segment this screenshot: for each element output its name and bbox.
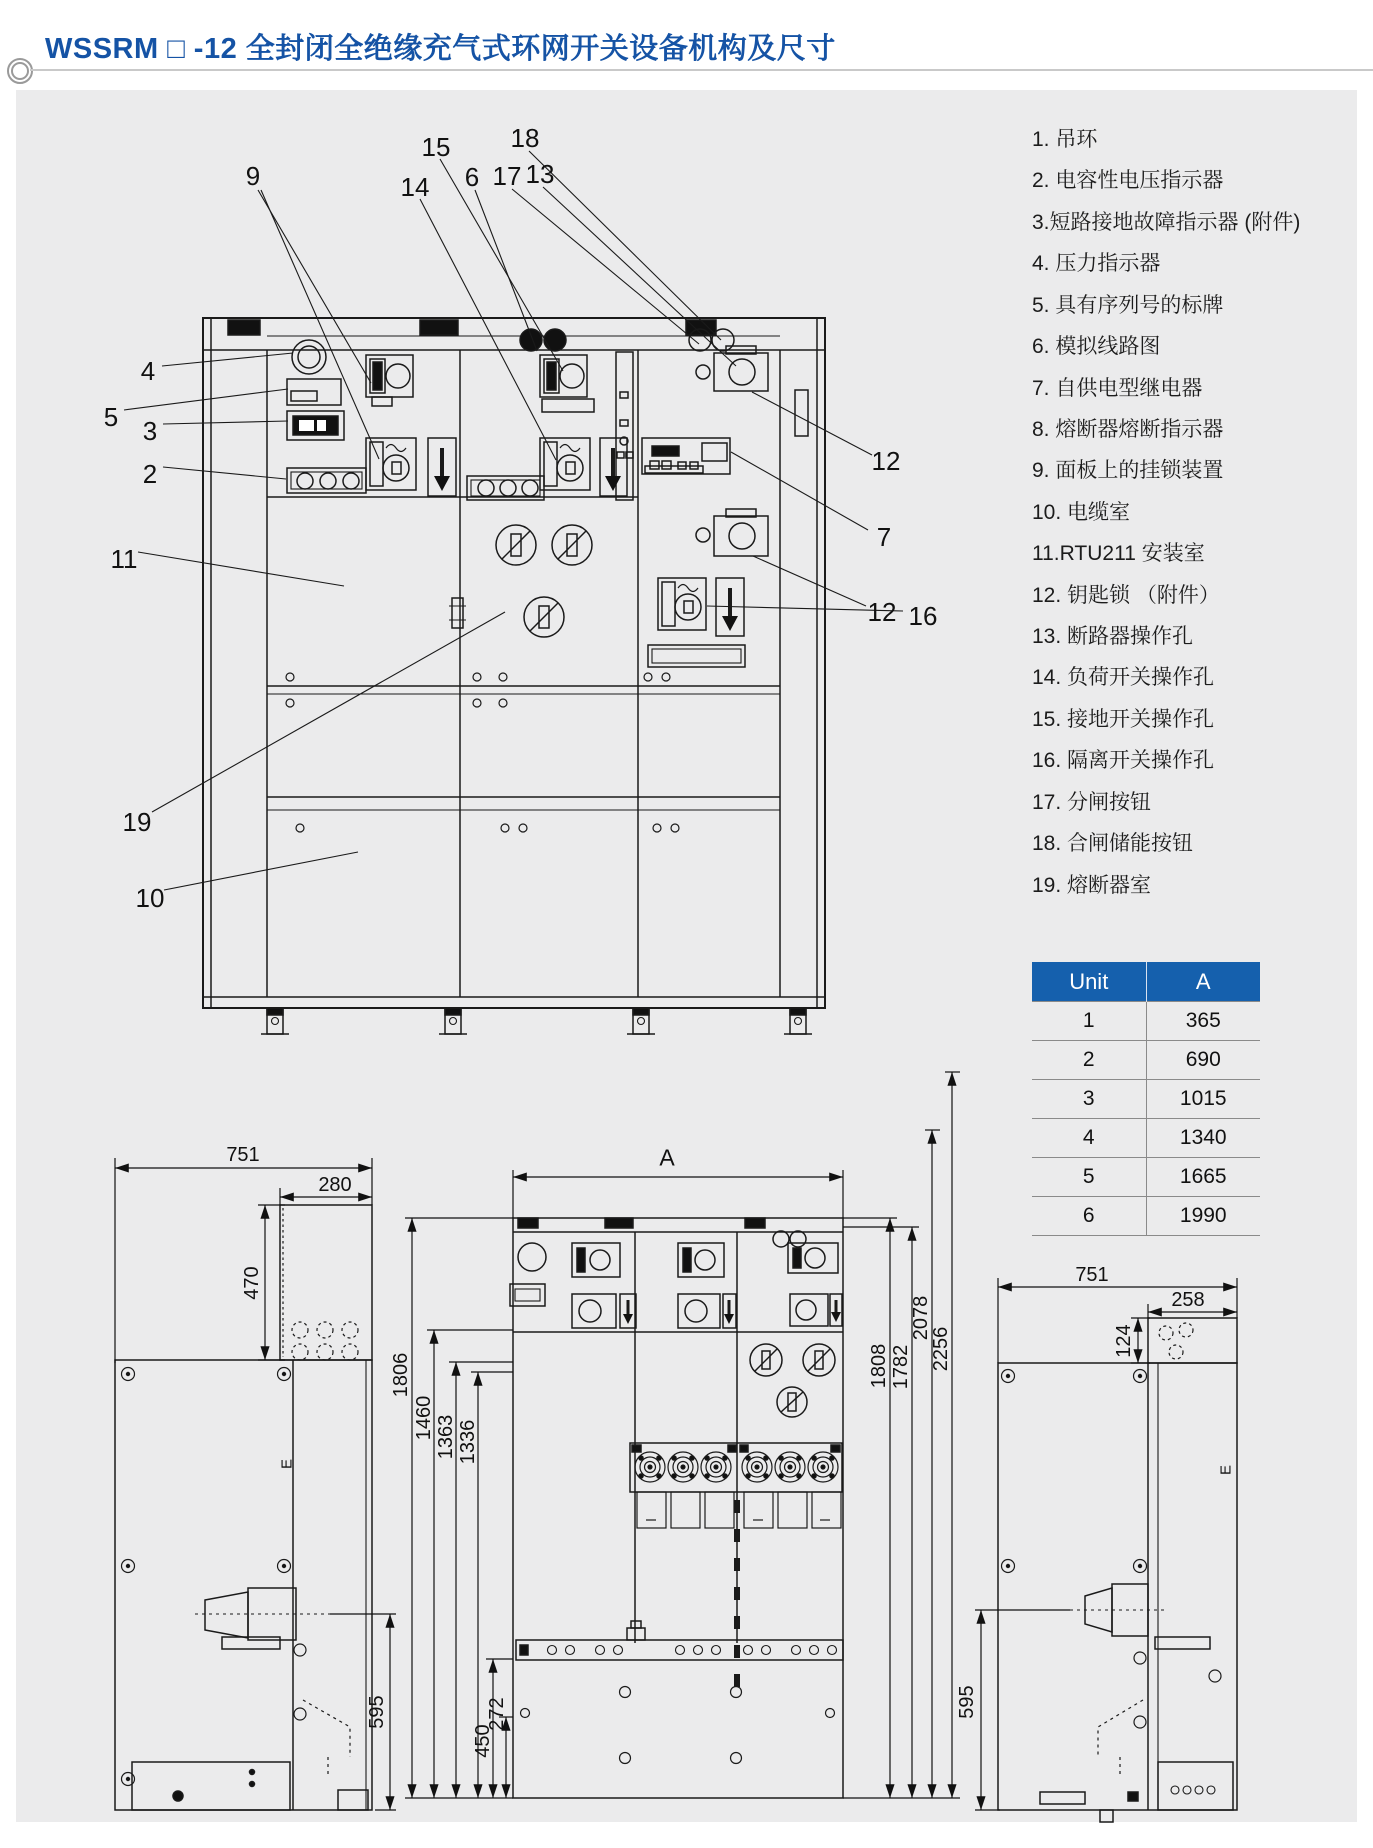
dim-left-595: 595: [366, 1695, 388, 1729]
table-row: [1032, 1158, 1260, 1197]
legend-item-16: 16. 隔离开关操作孔: [1032, 749, 1215, 772]
legend-item-14: 14. 负荷开关操作孔: [1032, 666, 1215, 689]
callout-3: 3: [142, 416, 158, 446]
table-cell-unit: 1: [1032, 1002, 1146, 1041]
legend-item-19: 19. 熔断器室: [1032, 874, 1152, 897]
dim-center-1806: 1806: [390, 1352, 412, 1398]
dim-right-258: 258: [1171, 1289, 1205, 1311]
right-side-view: [975, 1278, 1237, 1822]
dim-left-470: 470: [241, 1266, 263, 1300]
callout-18: 18: [510, 123, 540, 153]
legend-item-6: 6. 模拟线路图: [1032, 335, 1161, 358]
dim-center-2078: 2078: [910, 1295, 932, 1341]
callout-6: 6: [464, 162, 480, 192]
dim-left-280: 280: [318, 1174, 352, 1196]
dim-left-751: 751: [226, 1144, 260, 1166]
callout-11: 11: [110, 544, 138, 574]
dim-right-751: 751: [1075, 1264, 1109, 1286]
dim-right-595: 595: [956, 1685, 978, 1719]
table-cell-a: 1990: [1146, 1197, 1260, 1236]
callout-7: 7: [876, 522, 892, 552]
legend-item-2: 2. 电容性电压指示器: [1032, 169, 1224, 192]
left-side-view: [115, 1158, 396, 1810]
legend-item-17: 17. 分闸按钮: [1032, 791, 1152, 814]
legend-item-8: 8. 熔断器熔断指示器: [1032, 418, 1224, 441]
table-cell-a: 1340: [1146, 1119, 1260, 1158]
legend-item-12: 12. 钥匙锁 （附件）: [1032, 584, 1220, 607]
dim-center-A: A: [659, 1144, 675, 1171]
legend-item-11: 11.RTU211 安装室: [1032, 542, 1205, 565]
callout-12-upper: 12: [871, 446, 901, 476]
col-header-a: A: [1146, 962, 1260, 1002]
callout-10: 10: [135, 883, 165, 913]
marker-right-E: E: [1217, 1464, 1235, 1476]
callout-4: 4: [140, 356, 156, 386]
dim-center-1460: 1460: [413, 1395, 435, 1441]
callout-14: 14: [400, 172, 430, 202]
legend-item-4: 4. 压力指示器: [1032, 252, 1161, 275]
table-cell-unit: 3: [1032, 1080, 1146, 1119]
page-title: WSSRM □ -12 全封闭全绝缘充气式环网开关设备机构及尺寸: [45, 33, 836, 65]
table-cell-a: 1015: [1146, 1080, 1260, 1119]
table-cell-a: 365: [1146, 1002, 1260, 1041]
legend-item-7: 7. 自供电型继电器: [1032, 377, 1203, 400]
table-row: [1032, 1041, 1260, 1080]
table-row: [1032, 1119, 1260, 1158]
main-front-view: [124, 151, 903, 1034]
callout-13: 13: [525, 159, 555, 189]
callout-12-lower: 12: [867, 597, 897, 627]
dim-center-450: 450: [472, 1724, 494, 1758]
table-cell-unit: 4: [1032, 1119, 1146, 1158]
legend-item-5: 5. 具有序列号的标牌: [1032, 294, 1224, 317]
dim-right-124: 124: [1113, 1324, 1135, 1358]
dim-center-1363: 1363: [435, 1414, 457, 1460]
callout-lines: [124, 151, 903, 890]
legend-item-1: 1. 吊环: [1032, 128, 1098, 151]
marker-left-E: E: [278, 1458, 296, 1470]
table-row: [1032, 1002, 1260, 1041]
legend-item-15: 15. 接地开关操作孔: [1032, 708, 1215, 731]
unit-size-table: [1032, 962, 1260, 1236]
table-cell-unit: 5: [1032, 1158, 1146, 1197]
dim-center-1808: 1808: [868, 1343, 890, 1389]
legend-item-10: 10. 电缆室: [1032, 501, 1131, 524]
dim-center-1782: 1782: [890, 1344, 912, 1390]
dim-center-272: 272: [486, 1697, 508, 1731]
dim-center-1336: 1336: [457, 1419, 479, 1465]
legend-item-9: 9. 面板上的挂锁装置: [1032, 459, 1224, 482]
callout-17: 17: [492, 161, 522, 191]
callout-19: 19: [122, 807, 152, 837]
table-row: [1032, 1197, 1260, 1236]
table-cell-a: 1665: [1146, 1158, 1260, 1197]
callout-2: 2: [142, 459, 158, 489]
callout-16: 16: [908, 601, 938, 631]
legend-item-3: 3.短路接地故障指示器 (附件): [1032, 211, 1301, 234]
table-cell-a: 690: [1146, 1041, 1260, 1080]
center-front-view: [405, 1072, 960, 1798]
legend-item-18: 18. 合闸储能按钮: [1032, 832, 1194, 855]
col-header-unit: Unit: [1032, 962, 1146, 1002]
table-cell-unit: 6: [1032, 1197, 1146, 1236]
dim-center-2256: 2256: [930, 1326, 952, 1372]
callout-5: 5: [103, 402, 119, 432]
legend-item-13: 13. 断路器操作孔: [1032, 625, 1194, 648]
callout-9: 9: [245, 161, 261, 191]
callout-15: 15: [421, 132, 451, 162]
table-row: [1032, 1080, 1260, 1119]
table-cell-unit: 2: [1032, 1041, 1146, 1080]
